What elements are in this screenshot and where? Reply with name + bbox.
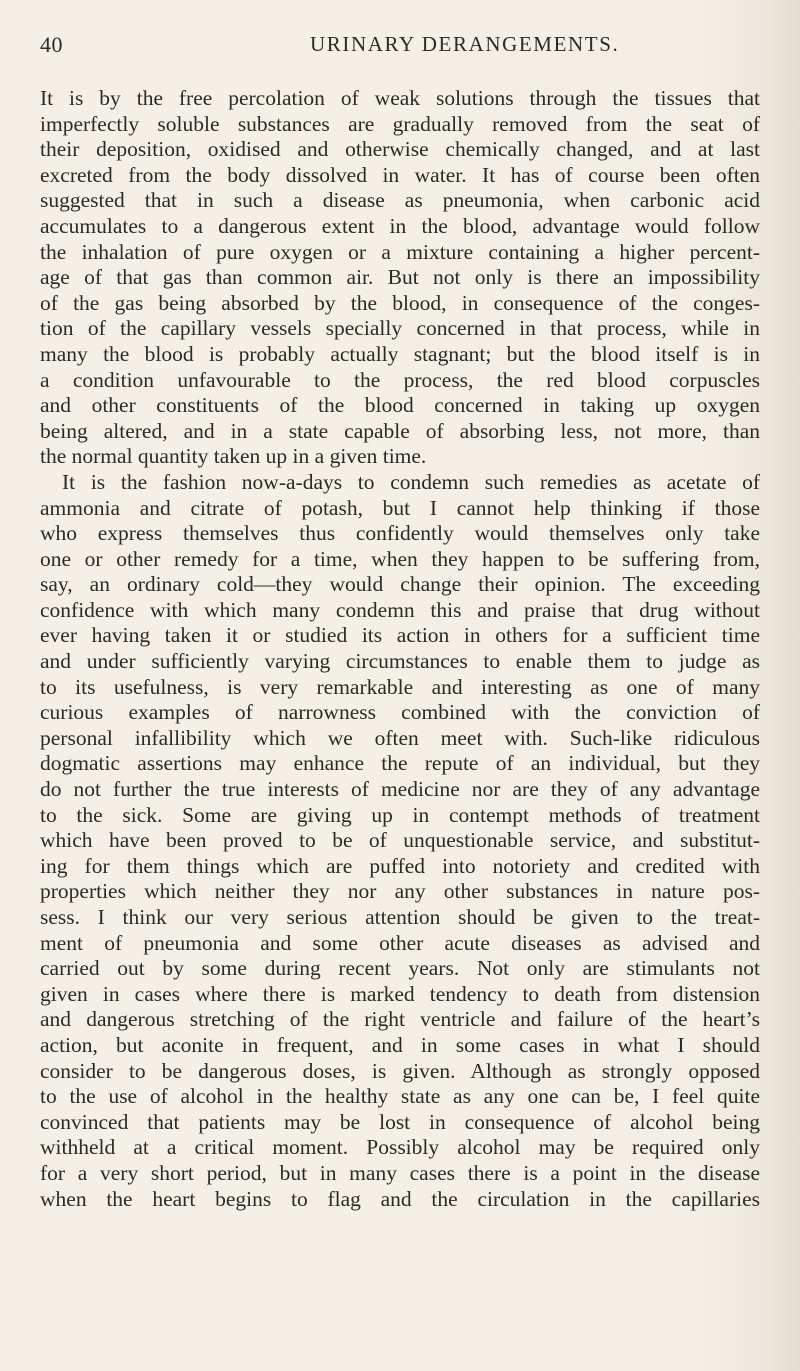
text-line: age of that gas than common air. But not only is there an impossibility bbox=[40, 265, 760, 290]
text-line: to its usefulness, is very remarkable and interesting as one of many bbox=[40, 674, 760, 699]
running-head: URINARY DERANGEMENTS. bbox=[310, 32, 620, 56]
text-line: sess. I think our very serious attention should be given to the treat- bbox=[40, 905, 760, 929]
text-line: who express themselves thus confidently would themselves only take bbox=[40, 521, 760, 546]
page-header bbox=[40, 32, 760, 60]
paragraph-start-line: It is the fashion now-a-days to condemn such remedies as acetate of bbox=[62, 469, 760, 494]
page-number: 40 bbox=[40, 32, 63, 57]
text-line: excreted from the body dissolved in water. It has of course been often bbox=[40, 162, 760, 187]
text-line: of the gas being absorbed by the blood, in consequence of the conges- bbox=[40, 290, 760, 315]
text-line: ing for them things which are puffed into notoriety and credited with bbox=[40, 853, 760, 878]
text-line: when the heart begins to flag and the circulation in the capillaries bbox=[40, 1186, 760, 1211]
text-line: which have been proved to be of unquestionable service, and substitut- bbox=[40, 828, 760, 853]
text-line: for a very short period, but in many cases there is a point in the disease bbox=[40, 1160, 760, 1185]
text-line: tion of the capillary vessels specially concerned in that process, while in bbox=[40, 316, 760, 341]
text-line: It is by the free percolation of weak solutions through the tissues that bbox=[40, 86, 760, 110]
text-line: to the use of alcohol in the healthy state as any one can be, I feel quite bbox=[40, 1084, 760, 1109]
text-line: convinced that patients may be lost in consequence of alcohol being bbox=[40, 1109, 760, 1134]
text-line: accumulates to a dangerous extent in the blood, advantage would follow bbox=[40, 213, 760, 238]
text-line: their deposition, oxidised and otherwise chemically changed, and at last bbox=[40, 137, 760, 162]
text-line: one or other remedy for a time, when they happen to be suffering from, bbox=[40, 546, 760, 571]
text-line: curious examples of narrowness combined with the conviction of bbox=[40, 700, 760, 725]
text-line: being altered, and in a state capable of absorbing less, not more, than bbox=[40, 418, 760, 443]
body-text bbox=[40, 86, 760, 1212]
text-line: and dangerous stretching of the right ventricle and failure of the heart’s bbox=[40, 1007, 760, 1032]
text-line: properties which neither they nor any other substances in nature pos- bbox=[40, 879, 760, 904]
text-line: confidence with which many condemn this and praise that drug without bbox=[40, 597, 760, 622]
text-line: and other constituents of the blood concerned in taking up oxygen bbox=[40, 393, 760, 418]
text-line: do not further the true interests of medicine nor are they of any advantage bbox=[40, 777, 760, 802]
text-line: to the sick. Some are giving up in contempt methods of treatment bbox=[40, 802, 760, 827]
text-line: imperfectly soluble substances are gradually removed from the seat of bbox=[40, 111, 760, 136]
text-line: personal infallibility which we often meet with. Such-like ridiculous bbox=[40, 725, 760, 750]
text-line: and under sufficiently varying circumstances to enable them to judge as bbox=[40, 649, 760, 674]
text-line: the inhalation of pure oxygen or a mixture containing a higher percent- bbox=[40, 239, 760, 264]
text-line: dogmatic assertions may enhance the repute of an individual, but they bbox=[40, 751, 760, 776]
text-line: withheld at a critical moment. Possibly alcohol may be required only bbox=[40, 1135, 760, 1160]
text-line: ment of pneumonia and some other acute diseases as advised and bbox=[40, 930, 760, 955]
text-line: consider to be dangerous doses, is given. Although as strongly opposed bbox=[40, 1058, 760, 1083]
text-line: carried out by some during recent years. Not only are stimulants not bbox=[40, 956, 760, 981]
text-line: a condition unfavourable to the process, the red blood corpuscles bbox=[40, 367, 760, 392]
text-line: action, but aconite in frequent, and in some cases in what I should bbox=[40, 1032, 760, 1057]
paragraph-end-line: the normal quantity taken up in a given time. bbox=[40, 444, 427, 469]
text-line: suggested that in such a disease as pneumonia, when carbonic acid bbox=[40, 188, 760, 213]
text-line: say, an ordinary cold—they would change their opinion. The exceeding bbox=[40, 572, 760, 597]
text-line: ever having taken it or studied its action in others for a sufficient time bbox=[40, 623, 760, 648]
text-line: given in cases where there is marked tendency to death from distension bbox=[40, 981, 760, 1006]
text-line: many the blood is probably actually stagnant; but the blood itself is in bbox=[40, 341, 760, 366]
text-line: ammonia and citrate of potash, but I cannot help thinking if those bbox=[40, 495, 760, 520]
